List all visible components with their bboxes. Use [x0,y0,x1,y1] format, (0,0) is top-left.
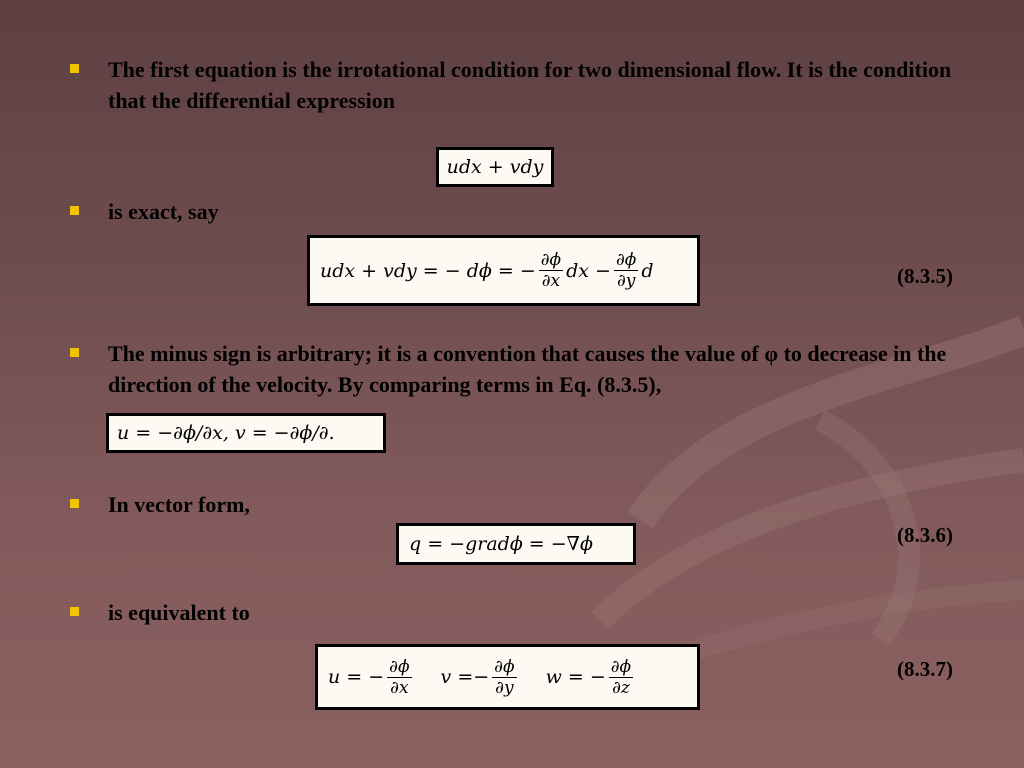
bullet-item-5 [70,597,970,628]
equation-text: u = −∂ϕ/∂x, v = −∂ϕ/∂. [117,422,335,444]
equation-w-lhs: w = − [545,666,606,688]
fraction-numerator: ∂ϕ [389,656,410,677]
equation-u-lhs: u = − [328,666,385,688]
equation-box-8-3-5 [307,235,700,306]
fraction-numerator: ∂ϕ [615,250,637,270]
equation-lhs: udx + vdy = − dϕ = − [320,259,536,282]
bullet-marker [70,499,79,508]
fraction-denominator: ∂z [612,677,630,698]
bullet-item-3 [70,338,970,400]
equation-v-lhs: v =− [440,666,490,688]
bullet-marker [70,348,79,357]
bullet-text: In vector form, [108,492,250,517]
bullet-text: The first equation is the irrotational condition for two dimensional flow. It is the condition that the differential expression [108,57,952,113]
equation-text: q = −gradϕ = −∇ϕ [409,533,593,555]
fraction-denominator: ∂x [390,677,409,698]
bullet-item-2 [70,196,970,227]
equation-text: udx + vdy [446,156,544,178]
fraction-numerator: ∂ϕ [494,656,515,677]
bullet-text: is equivalent to [108,600,250,625]
equation-number-8-3-6: (8.3.6) [897,523,953,547]
bullet-marker [70,64,79,73]
fraction-denominator: ∂y [495,677,514,698]
fraction-denominator: ∂y [616,271,636,291]
bullet-item-4 [70,489,970,520]
equation-tail: d [641,259,654,282]
fraction-numerator: ∂ϕ [610,656,632,677]
bullet-marker [70,206,79,215]
fraction-dphi-dy [614,250,638,291]
bullet-text: The minus sign is arbitrary; it is a convention that causes the value of φ to decrease in the direction of the velocity. By comparing terms in Eq. (8.3.5), [108,341,947,397]
equation-box-8-3-7 [315,644,700,710]
fraction-denominator: ∂x [541,271,561,291]
fraction-dphi-dx [539,250,563,291]
bullet-text: is exact, say [108,199,219,224]
bullet-marker [70,607,79,616]
equation-box-differential-expression [436,147,554,187]
fraction-dphi-dx [387,657,411,698]
equation-box-velocity-components [106,413,386,453]
equation-box-8-3-6 [396,523,636,565]
fraction-dphi-dz [609,657,633,698]
equation-mid: dx − [566,259,611,282]
equation-number-8-3-7: (8.3.7) [897,657,953,681]
equation-number-8-3-5: (8.3.5) [897,264,953,288]
bullet-item-1 [70,54,970,116]
fraction-numerator: ∂ϕ [540,250,562,270]
fraction-dphi-dy [492,657,516,698]
